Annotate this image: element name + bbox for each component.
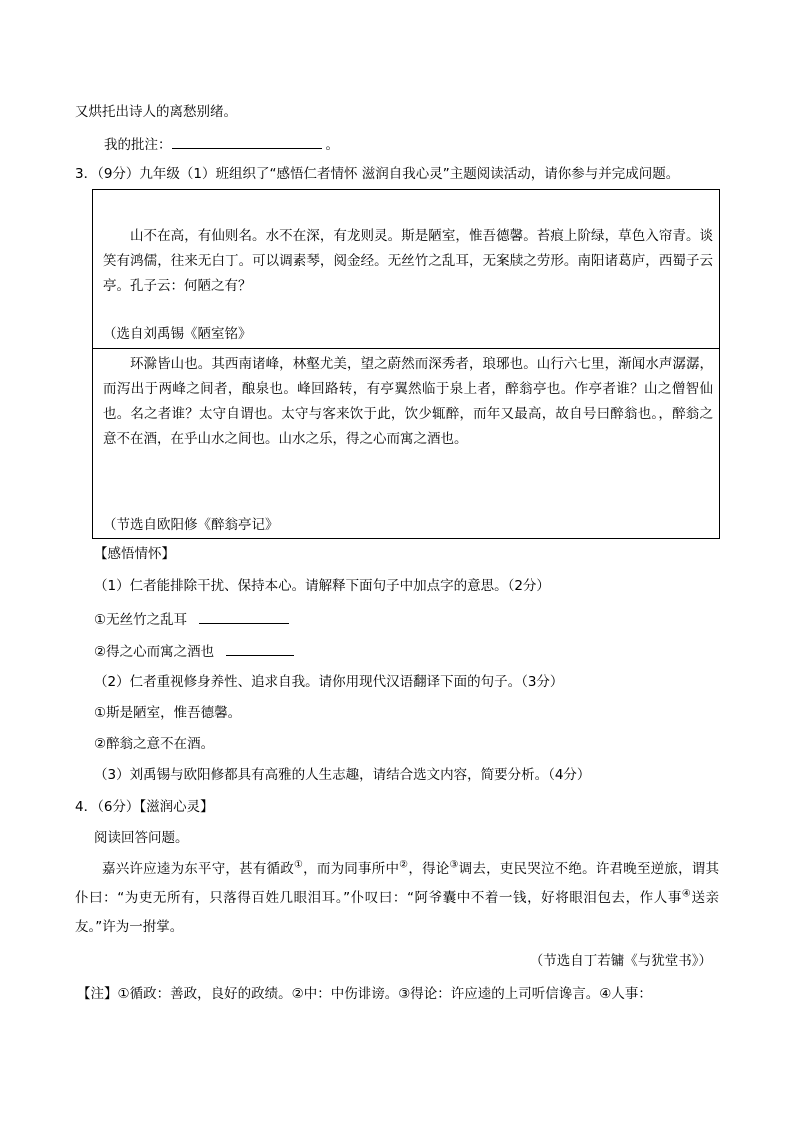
item-2-text: ②得之心而寓之酒也 — [94, 644, 215, 660]
q4-passage-s4: 调去，吏民哭泣不绝。许君晚至逆旅，谓其仆曰：“为吏无所有，只落得百姓几眼泪耳。”仆叹曰：“阿爷囊中不着一钱，好将眼泪包去，作人事 — [75, 861, 720, 906]
passage-box-2 — [92, 349, 720, 539]
q4-passage — [75, 855, 719, 942]
q4-passage-s2: ，而为同事所中 — [303, 861, 400, 877]
q4-passage-s1: 嘉兴许应逵为东平守，甚有循政 — [102, 861, 294, 877]
q4-footnote: 【注】①循政：善政，良好的政绩。②中：中伤诽谤。③得论：许应逵的上司听信谗言。④人事： — [77, 986, 652, 1002]
my-note-line — [104, 134, 339, 154]
my-note-end: 。 — [325, 137, 339, 153]
passage-2-text: 环滁皆山也。其西南诸峰，林壑尤美，望之蔚然而深秀者，琅琊也。山行六七里，渐闻水声潺潺，而泻出于两峰之间者，酿泉也。峰回路转，有亭翼然临于泉上者，醉翁亭也。作亭者谁？山之僧智仙也。名之者谁？太守自谓也。太守与客来饮于此，饮少辄醉，而年又最高，故自号曰醉翁也。，醉翁之意不在酒，在乎山水之间也。山水之乐，得之心而寓之酒也。 — [103, 356, 713, 447]
sub-question-2: （2）仁者重视修身养性、追求自我。请你用现代汉语翻译下面的句子。（3分） — [94, 674, 564, 690]
my-note-blank[interactable] — [172, 134, 322, 149]
top-line: 又烘托出诗人的离愁别绪。 — [75, 104, 237, 120]
item-1-blank[interactable] — [199, 609, 289, 624]
item-3: ①斯是陋室，惟吾德馨。 — [94, 705, 242, 721]
section-title: 【感悟情怀】 — [94, 546, 175, 562]
footnote-marker-2: ② — [399, 859, 409, 871]
item-4: ②醉翁之意不在酒。 — [94, 736, 215, 752]
passage-box-1 — [92, 189, 720, 349]
q4-header: 4．（6分）【滋润心灵】 — [75, 799, 214, 815]
sub-question-3: （3）刘禹锡与欧阳修都具有高雅的人生志趣，请结合选文内容，简要分析。（4分） — [94, 767, 591, 783]
item-1-text: ①无丝竹之乱耳 — [94, 612, 188, 628]
q4-passage-s3: ，得论 — [408, 861, 450, 877]
q4-source: （节选自丁若镛《与犹堂书》） — [529, 953, 712, 969]
q4-instruction: 阅读回答问题。 — [94, 830, 189, 846]
my-note-label: 我的批注： — [104, 137, 172, 153]
q4-passage-s5: 送亲友。”许为一拊掌。 — [75, 890, 720, 935]
passage-2-source: （节选自欧阳修《醉翁亭记》 — [103, 517, 279, 533]
passage-1-source: （选自刘禹锡《陋室铭》 — [103, 326, 252, 342]
footnote-marker-1: ① — [293, 859, 304, 871]
item-2 — [94, 641, 294, 661]
passage-1-text: 山不在高，有仙则名。水不在深，有龙则灵。斯是陋室，惟吾德馨。苔痕上阶绿，草色入帘青。谈笑有鸿儒，往来无白丁。可以调素琴，阅金经。无丝竹之乱耳，无案牍之劳形。南阳诸葛庐，西蜀子云亭。孔子云：何陋之有？ — [103, 228, 713, 294]
footnote-marker-3: ③ — [449, 859, 459, 871]
item-1 — [94, 609, 289, 629]
item-2-blank[interactable] — [226, 641, 294, 656]
footnote-marker-4: ④ — [681, 888, 692, 900]
q3-header: 3．（9分）九年级（1）班组织了“感悟仁者情怀 滋润自我心灵”主题阅读活动，请你参与并完成问题。 — [75, 166, 680, 182]
sub-question-1: （1）仁者能排除干扰、保持本心。请解释下面句子中加点字的意思。（2分） — [94, 578, 550, 594]
